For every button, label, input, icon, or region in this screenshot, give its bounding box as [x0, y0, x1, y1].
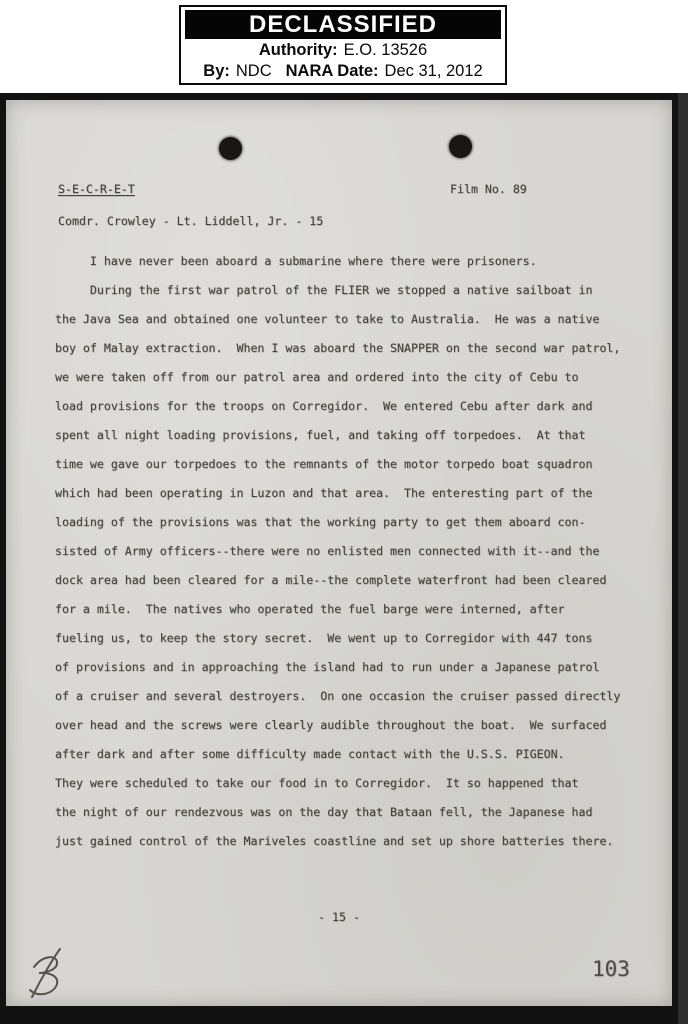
typed-line: the Java Sea and obtained one volunteer to take to Australia. He was a native — [55, 312, 600, 326]
typed-line: of a cruiser and several destroyers. On one occasion the cruiser passed directly — [55, 689, 621, 703]
typed-line: fueling us, to keep the story secret. We went up to Corregidor with 447 tons — [55, 631, 593, 645]
typed-line: of provisions and in approaching the island had to run under a Japanese patrol — [55, 660, 600, 674]
stamp-authority-value: E.O. 13526 — [343, 41, 428, 59]
typed-line: just gained control of the Mariveles coastline and set up shore batteries there. — [55, 834, 614, 848]
document-heading: Comdr. Crowley - Lt. Liddell, Jr. - 15 — [58, 214, 324, 228]
stamp-by-label: By: — [203, 62, 230, 80]
document-body — [55, 247, 655, 856]
stamp-authority-line — [181, 40, 505, 61]
page-number: - 15 - — [318, 910, 360, 924]
typed-line: spent all night loading provisions, fuel, and taking off torpedoes. At that — [55, 428, 586, 442]
stamp-band — [0, 0, 688, 93]
typed-line: after dark and after some difficulty made contact with the U.S.S. PIGEON. — [55, 747, 565, 761]
stamp-date-label: NARA Date: — [285, 62, 379, 80]
stamp-authority-label: Authority: — [258, 41, 338, 59]
typed-line: loading of the provisions was that the working party to get them aboard con- — [55, 515, 586, 529]
typed-line: for a mile. The natives who operated the fuel barge were interned, after — [55, 602, 565, 616]
folio-number: 103 — [592, 957, 630, 981]
typed-line: the night of our rendezvous was on the day that Bataan fell, the Japanese had — [55, 805, 593, 819]
hole-punch-left — [219, 137, 242, 160]
typed-line: sisted of Army officers--there were no enlisted men connected with it--and the — [55, 544, 600, 558]
typed-line: boy of Malay extraction. When I was aboard the SNAPPER on the second war patrol, — [55, 341, 621, 355]
stamp-by-line — [181, 61, 505, 82]
classification-label: S-E-C-R-E-T — [58, 182, 135, 196]
film-number: Film No. 89 — [450, 182, 527, 196]
typed-line: load provisions for the troops on Corregidor. We entered Cebu after dark and — [55, 399, 593, 413]
typed-line: dock area had been cleared for a mile--the complete waterfront had been cleared — [55, 573, 607, 587]
document-page — [6, 100, 672, 1006]
declassified-stamp — [179, 5, 507, 85]
typed-line: During the first war patrol of the FLIER we stopped a native sailboat in — [55, 283, 593, 297]
stamp-title: DECLASSIFIED — [185, 10, 501, 39]
typed-line: time we gave our torpedoes to the remnants of the motor torpedo boat squadron — [55, 457, 593, 471]
hole-punch-right — [449, 135, 472, 158]
stamp-date-value: Dec 31, 2012 — [384, 62, 483, 80]
typed-line: I have never been aboard a submarine where there were prisoners. — [55, 254, 537, 268]
typed-line: They were scheduled to take our food in to Corregidor. It so happened that — [55, 776, 579, 790]
typed-line: which had been operating in Luzon and that area. The enteresting part of the — [55, 486, 593, 500]
scan-frame-edge — [678, 93, 688, 1024]
handwritten-mark — [24, 945, 76, 1003]
typed-line: we were taken off from our patrol area and ordered into the city of Cebu to — [55, 370, 579, 384]
typed-line: over head and the screws were clearly audible throughout the boat. We surfaced — [55, 718, 607, 732]
stamp-by-value: NDC — [235, 62, 272, 80]
